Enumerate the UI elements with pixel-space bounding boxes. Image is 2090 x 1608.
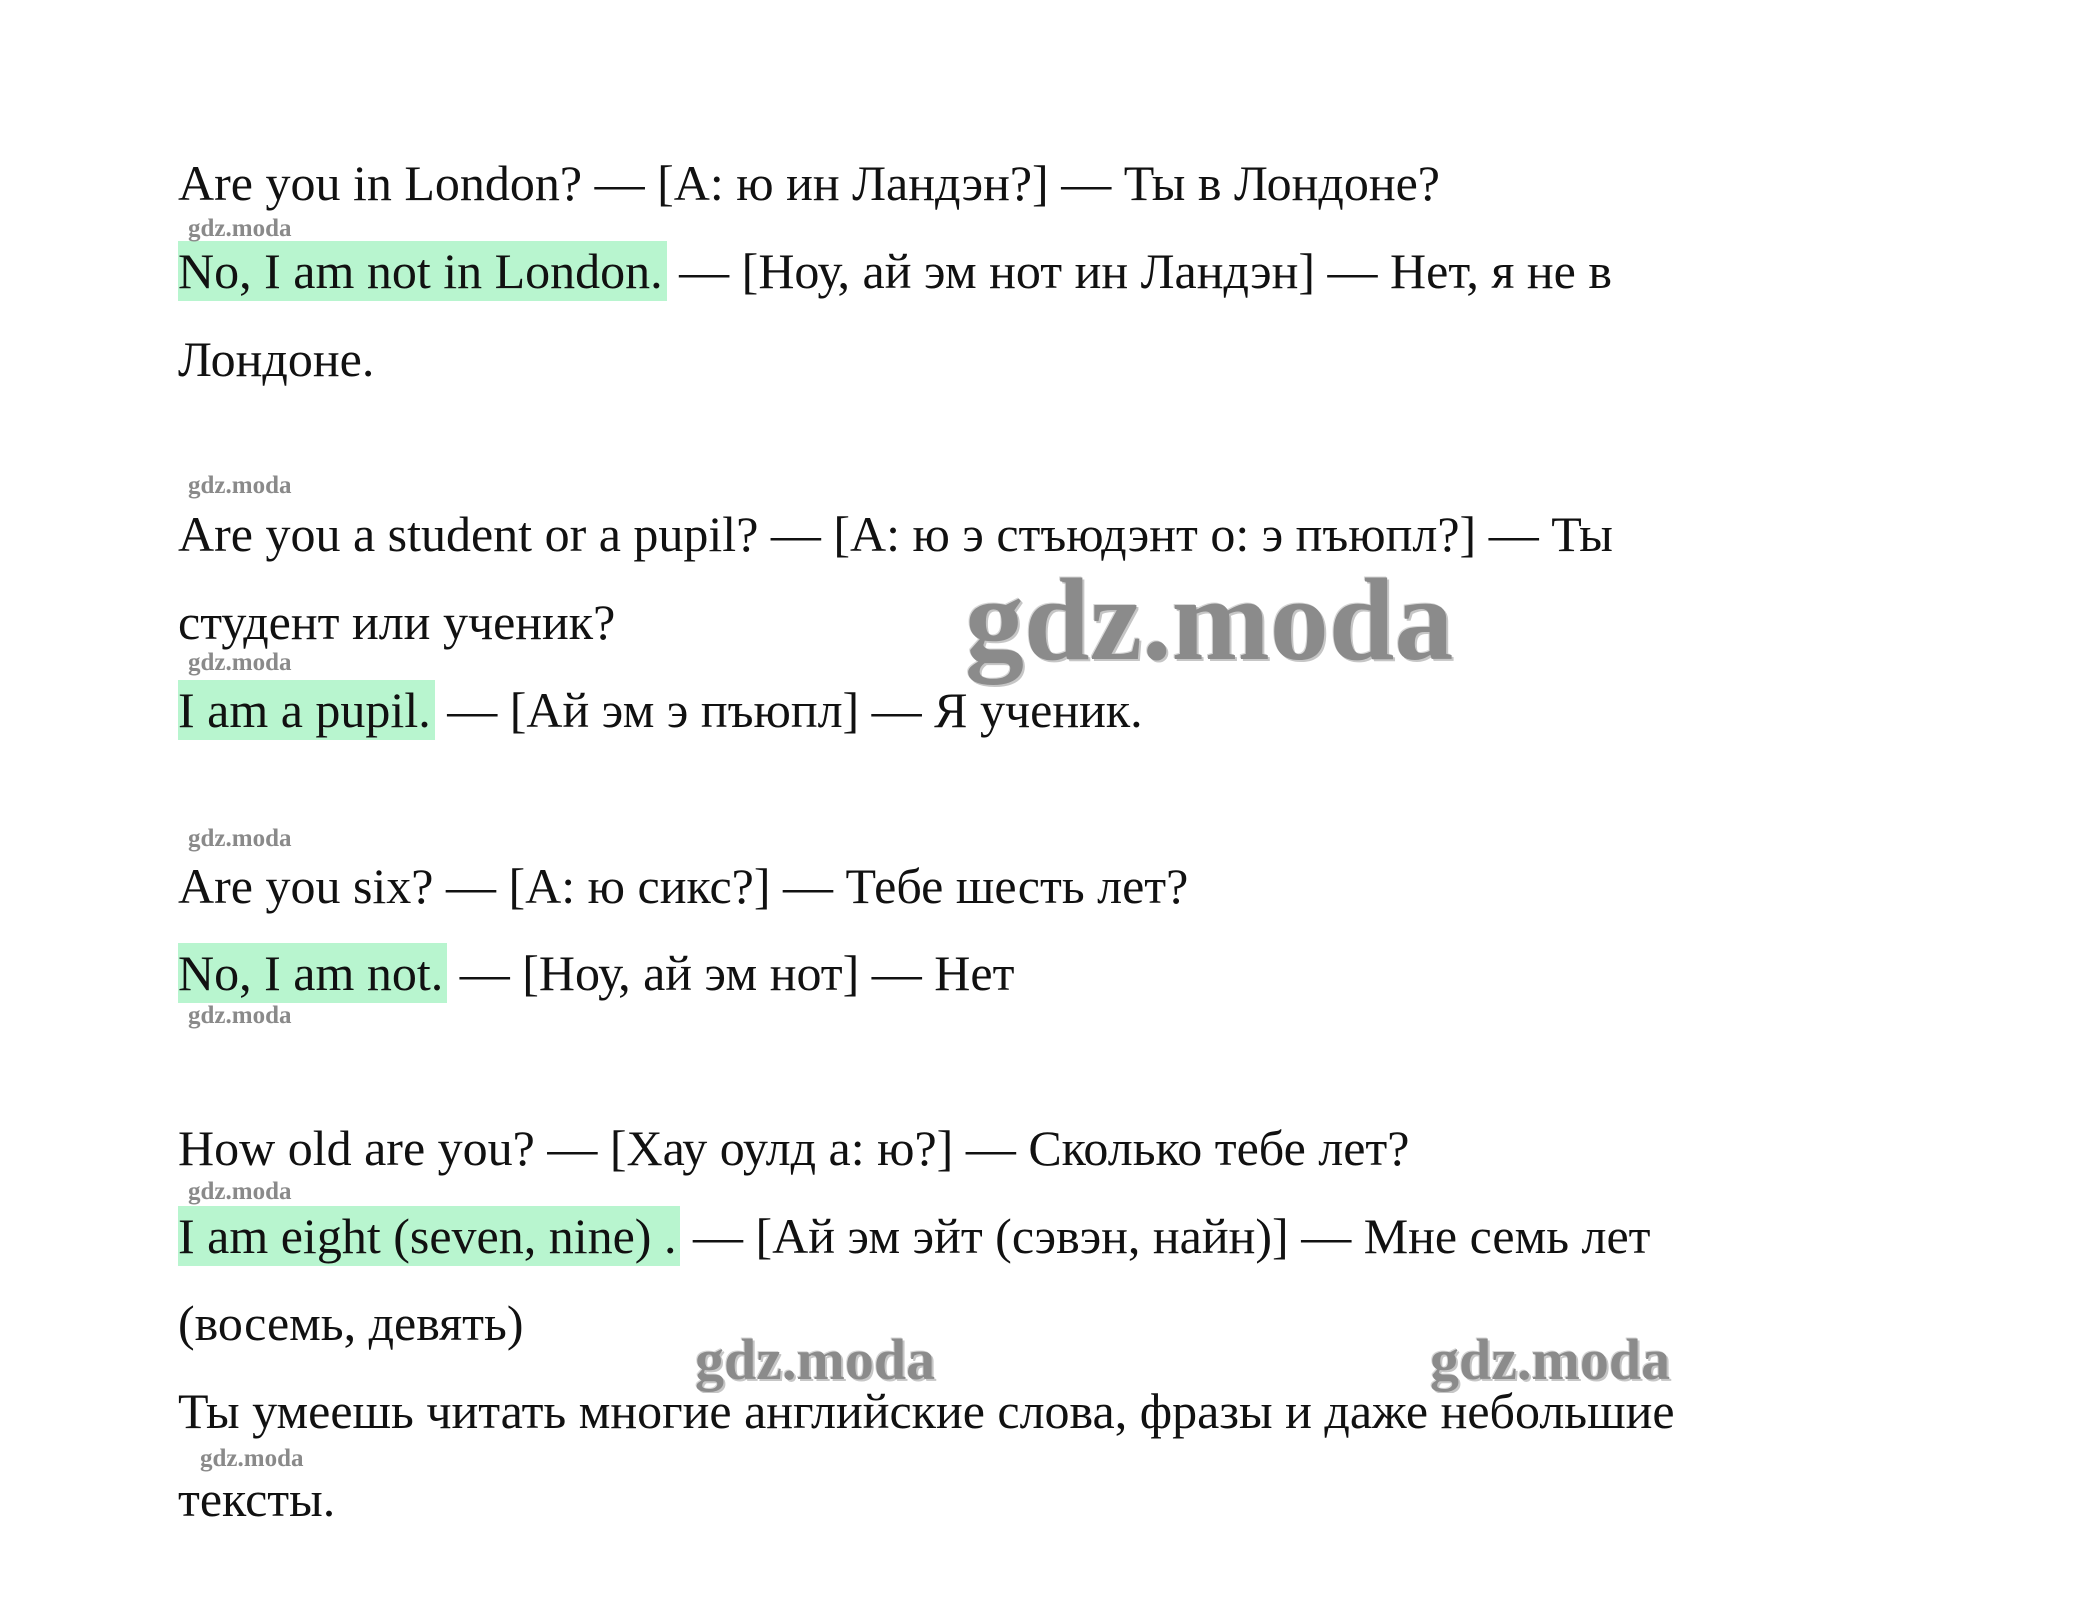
line-text: Лондоне. (178, 331, 375, 387)
line-text: — [Ноу, ай эм нот] — Нет (447, 945, 1015, 1001)
watermark-medium: gdz.moda (695, 1327, 936, 1392)
dialogue-line-2 (178, 240, 1612, 302)
line-text: (восемь, девять) (178, 1295, 524, 1351)
line-text: Are you six? — [А: ю сикс?] — Тебе шесть лет? (178, 858, 1189, 914)
highlighted-answer: I am eight (seven, nine) . (178, 1206, 680, 1266)
watermark: gdz.moda (200, 1445, 304, 1472)
dialogue-line-11 (178, 1292, 523, 1354)
line-text: Are you in London? — [А: ю ин Ландэн?] — Ты в Лондоне? (178, 155, 1440, 211)
line-text: How old are you? — [Хау оулд а: ю?] — Сколько тебе лет? (178, 1120, 1410, 1176)
watermark: gdz.moda (188, 1178, 292, 1205)
dialogue-line-7 (178, 855, 1188, 917)
watermark-medium: gdz.moda (1430, 1327, 1671, 1392)
watermark: gdz.moda (188, 1002, 292, 1029)
line-text: студент или ученик? (178, 594, 616, 650)
dialogue-line-13 (178, 1468, 335, 1530)
highlighted-answer: No, I am not. (178, 943, 447, 1003)
line-text: — [Ай эм э пъюпл] — Я ученик. (434, 682, 1143, 738)
line-text: — [Ноу, ай эм нот ин Ландэн] — Нет, я не в (666, 243, 1612, 299)
highlighted-answer: I am a pupil. (178, 680, 435, 740)
dialogue-line-3 (178, 328, 374, 390)
watermark-large: gdz.moda (965, 554, 1454, 685)
dialogue-line-9 (178, 1117, 1409, 1179)
line-text: — [Ай эм эйт (сэвэн, найн)] — Мне семь лет (680, 1208, 1651, 1264)
dialogue-line-6 (178, 679, 1143, 741)
dialogue-line-5 (178, 591, 615, 653)
watermark: gdz.moda (188, 215, 292, 242)
line-text: Are you a student or a pupil? — [А: ю э стъюдэнт о: э пъюпл?] — Ты (178, 506, 1613, 562)
watermark: gdz.moda (188, 825, 292, 852)
watermark: gdz.moda (188, 472, 292, 499)
dialogue-line-10 (178, 1205, 1651, 1267)
highlighted-answer: No, I am not in London. (178, 241, 667, 301)
line-text: Ты умеешь читать многие английские слова, фразы и даже небольшие (178, 1383, 1675, 1439)
line-text: тексты. (178, 1471, 336, 1527)
dialogue-line-1 (178, 152, 1440, 214)
dialogue-line-8 (178, 942, 1014, 1004)
watermark: gdz.moda (188, 649, 292, 676)
